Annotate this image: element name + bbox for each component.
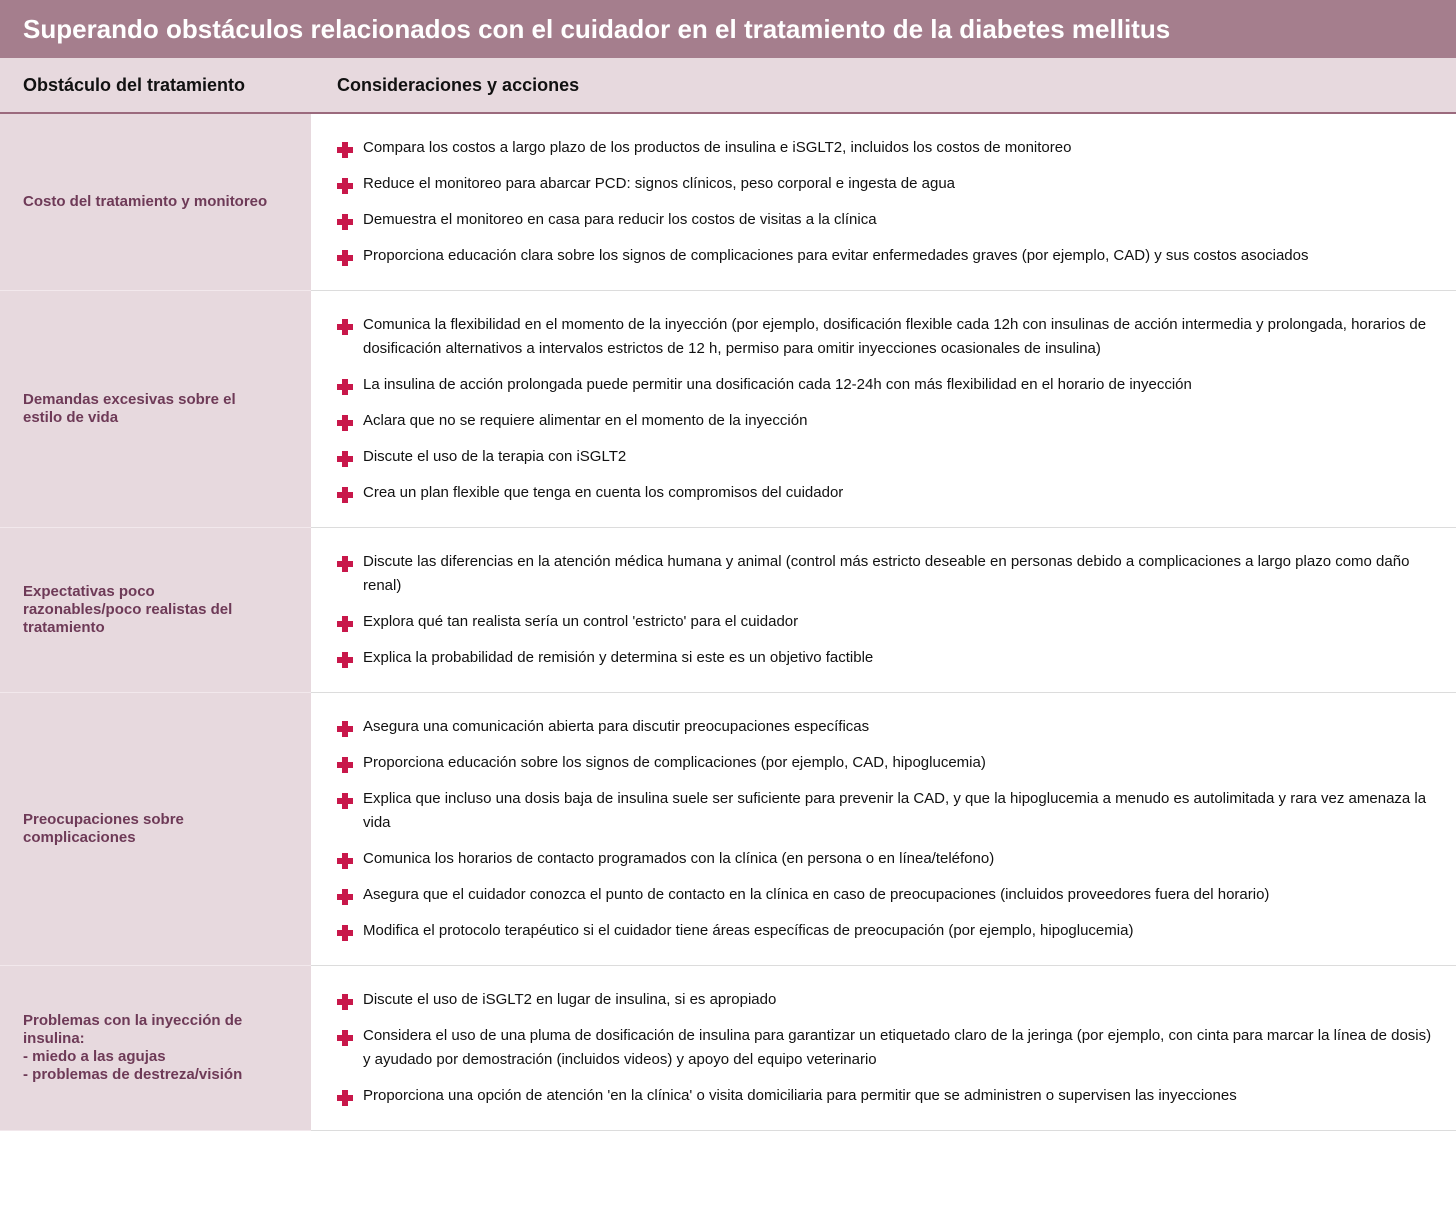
- actions-cell: [311, 114, 1456, 290]
- red-cross-icon: [337, 451, 353, 467]
- action-item: [337, 751, 1436, 775]
- title-bar: [0, 0, 1456, 58]
- red-cross-icon: [337, 1090, 353, 1106]
- red-cross-icon: [337, 889, 353, 905]
- red-cross-icon: [337, 142, 353, 158]
- table-row: [0, 114, 1456, 291]
- action-item: [337, 847, 1436, 871]
- red-cross-icon: [337, 250, 353, 266]
- action-text: Compara los costos a largo plazo de los productos de insulina e iSGLT2, incluidos los costos de monitoreo: [363, 139, 1072, 156]
- red-cross-icon: [337, 793, 353, 809]
- action-text: Reduce el monitoreo para abarcar PCD: signos clínicos, peso corporal e ingesta de agua: [363, 175, 956, 192]
- action-text: Proporciona educación sobre los signos de complicaciones (por ejemplo, CAD, hipoglucemia): [363, 754, 986, 771]
- action-text: Asegura que el cuidador conozca el punto de contacto en la clínica en caso de preocupaciones (incluidos proveedores fuera del horario): [363, 886, 1270, 903]
- action-item: [337, 244, 1436, 268]
- action-item: [337, 172, 1436, 196]
- action-item: [337, 1084, 1436, 1108]
- obstacle-cell: Problemas con la inyección de insulina: - miedo a las agujas - problemas de destreza/visión: [0, 966, 311, 1131]
- action-item: [337, 988, 1436, 1012]
- action-item: [337, 787, 1436, 835]
- action-text: Proporciona educación clara sobre los signos de complicaciones para evitar enfermedades graves (por ejemplo, CAD) y sus costos asociados: [363, 247, 1309, 264]
- actions-cell: [311, 291, 1456, 527]
- action-item: [337, 550, 1436, 598]
- table-body: [0, 114, 1456, 1131]
- table-row: [0, 528, 1456, 693]
- column-header-obstacle: Obstáculo del tratamiento: [23, 74, 246, 95]
- red-cross-icon: [337, 319, 353, 335]
- table-header: [0, 58, 1456, 114]
- action-text: Crea un plan flexible que tenga en cuenta los compromisos del cuidador: [363, 484, 844, 501]
- action-text: Comunica la flexibilidad en el momento de la inyección (por ejemplo, dosificación flexible cada 12h con insulinas de acción intermedia y prolongada, horarios de dosificación alternativos a intervalos estrictos de 12 h, permiso para omitir inyecciones ocasionales de insulina): [363, 316, 1427, 357]
- action-item: [337, 373, 1436, 397]
- action-text: Discute las diferencias en la atención médica humana y animal (control más estricto deseable en personas debido a complicaciones a largo plazo como daño renal): [363, 553, 1410, 594]
- action-item: [337, 313, 1436, 361]
- obstacle-cell: Preocupaciones sobre complicaciones: [0, 693, 311, 966]
- action-text: Proporciona una opción de atención 'en la clínica' o visita domiciliaria para permitir que se administren o supervisen las inyecciones: [363, 1087, 1237, 1104]
- column-header-actions: Consideraciones y acciones: [337, 74, 580, 95]
- red-cross-icon: [337, 556, 353, 572]
- obstacle-cell: Costo del tratamiento y monitoreo: [0, 114, 311, 291]
- red-cross-icon: [337, 616, 353, 632]
- red-cross-icon: [337, 178, 353, 194]
- action-text: Aclara que no se requiere alimentar en el momento de la inyección: [363, 412, 808, 429]
- action-text: Modifica el protocolo terapéutico si el cuidador tiene áreas específicas de preocupación (por ejemplo, hipoglucemia): [363, 922, 1134, 939]
- action-item: [337, 1024, 1436, 1072]
- action-item: [337, 610, 1436, 634]
- bottom-fade: [0, 1169, 1456, 1209]
- obstacle-cell: Demandas excesivas sobre el estilo de vida: [0, 291, 311, 528]
- red-cross-icon: [337, 853, 353, 869]
- red-cross-icon: [337, 757, 353, 773]
- action-item: [337, 715, 1436, 739]
- action-text: Discute el uso de iSGLT2 en lugar de insulina, si es apropiado: [363, 991, 777, 1008]
- action-item: [337, 445, 1436, 469]
- action-item: [337, 136, 1436, 160]
- red-cross-icon: [337, 415, 353, 431]
- page-title: Superando obstáculos relacionados con el cuidador en el tratamiento de la diabetes mellitus: [23, 13, 1171, 44]
- table-row: [0, 693, 1456, 966]
- action-text: Explica que incluso una dosis baja de insulina suele ser suficiente para prevenir la CAD, y que la hipoglucemia a menudo es autolimitada y rara vez amenaza la vida: [363, 790, 1427, 831]
- red-cross-icon: [337, 1030, 353, 1046]
- action-text: Explora qué tan realista sería un control 'estricto' para el cuidador: [363, 613, 799, 630]
- red-cross-icon: [337, 487, 353, 503]
- action-text: Demuestra el monitoreo en casa para reducir los costos de visitas a la clínica: [363, 211, 877, 228]
- action-item: [337, 883, 1436, 907]
- table-row: [0, 291, 1456, 528]
- actions-cell: [311, 528, 1456, 692]
- red-cross-icon: [337, 925, 353, 941]
- action-text: Considera el uso de una pluma de dosificación de insulina para garantizar un etiquetado claro de la jeringa (por ejemplo, con cinta para marcar la línea de dosis) y ayudado por demostración (incluidos videos) y apoyo del equipo veterinario: [363, 1027, 1432, 1068]
- action-text: Asegura una comunicación abierta para discutir preocupaciones específicas: [363, 718, 870, 735]
- red-cross-icon: [337, 214, 353, 230]
- action-item: [337, 409, 1436, 433]
- actions-cell: [311, 966, 1456, 1130]
- action-text: La insulina de acción prolongada puede permitir una dosificación cada 12-24h con más flexibilidad en el horario de inyección: [363, 376, 1192, 393]
- action-text: Explica la probabilidad de remisión y determina si este es un objetivo factible: [363, 649, 874, 666]
- action-text: Comunica los horarios de contacto programados con la clínica (en persona o en línea/teléfono): [363, 850, 995, 867]
- red-cross-icon: [337, 994, 353, 1010]
- red-cross-icon: [337, 721, 353, 737]
- red-cross-icon: [337, 652, 353, 668]
- action-text: Discute el uso de la terapia con iSGLT2: [363, 448, 627, 465]
- table-row: [0, 966, 1456, 1131]
- actions-cell: [311, 693, 1456, 965]
- action-item: [337, 208, 1436, 232]
- red-cross-icon: [337, 379, 353, 395]
- action-item: [337, 646, 1436, 670]
- action-item: [337, 919, 1436, 943]
- obstacle-cell: Expectativas poco razonables/poco realistas del tratamiento: [0, 528, 311, 693]
- action-item: [337, 481, 1436, 505]
